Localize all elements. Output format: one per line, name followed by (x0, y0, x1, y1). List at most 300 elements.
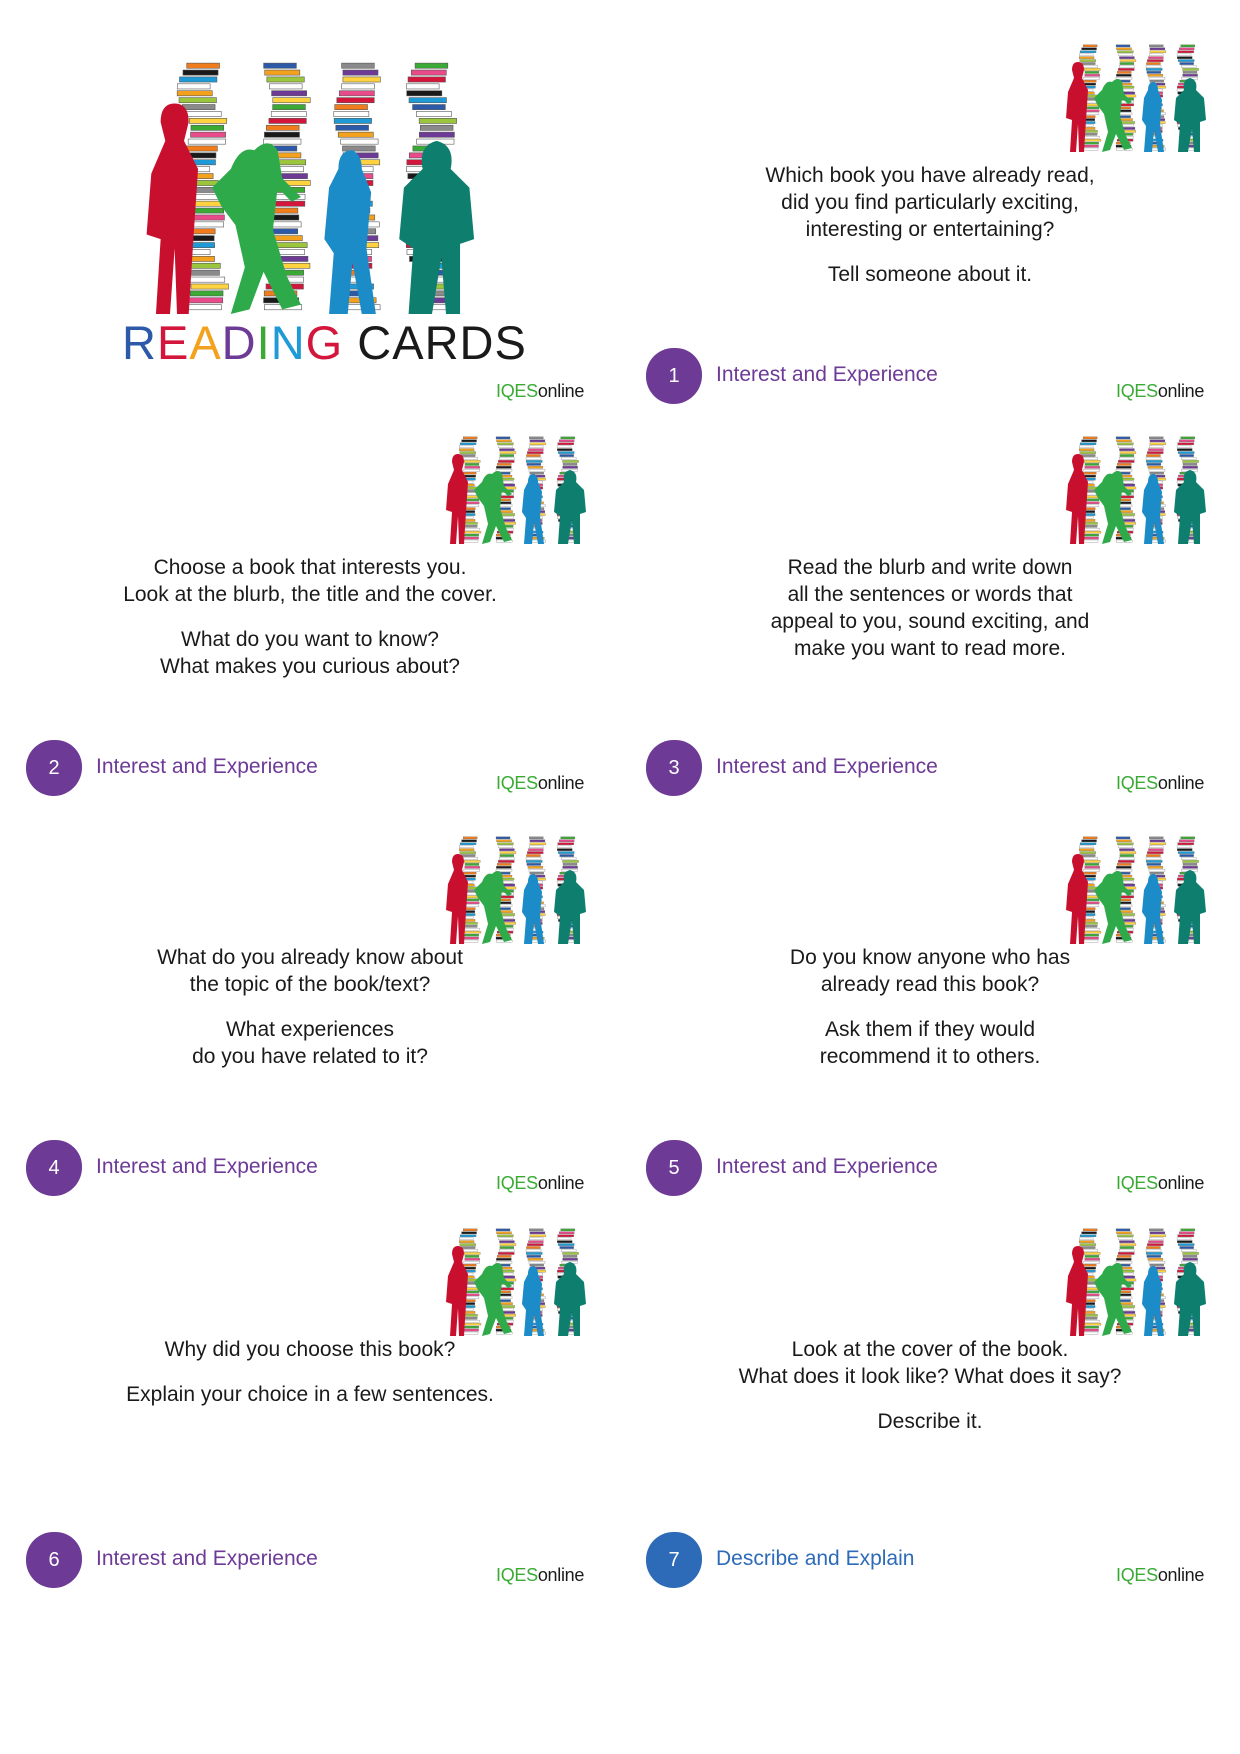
book-icon (1150, 443, 1166, 445)
card-question (60, 554, 560, 698)
book-icon (1116, 74, 1131, 76)
book-icon (1177, 846, 1191, 848)
card-category: Interest and Experience (716, 1155, 938, 1178)
book-icon (182, 105, 215, 110)
book-icon (1183, 860, 1199, 862)
book-icon (465, 931, 481, 933)
book-icon (1146, 68, 1162, 70)
book-icon (1079, 849, 1094, 851)
book-icon (1150, 840, 1165, 842)
book-icon (1116, 869, 1132, 871)
book-icon (1178, 852, 1194, 854)
book-icon (530, 1232, 545, 1234)
question-line: Look at the cover of the book. (791, 1338, 1069, 1361)
book-icon (463, 525, 477, 527)
book-icon (1177, 57, 1192, 59)
book-icon (1083, 65, 1098, 67)
cover-title-letter: A (392, 316, 425, 369)
book-icon (530, 440, 545, 442)
book-icon (1084, 1252, 1100, 1254)
book-icon (1148, 849, 1163, 851)
book-icon (558, 1235, 574, 1237)
book-icon (189, 118, 226, 123)
book-icon (411, 70, 446, 75)
book-icon (177, 91, 212, 96)
card-number-badge: 1 (646, 348, 702, 404)
book-icon (1084, 860, 1100, 862)
book-icon (1181, 457, 1196, 459)
book-icon (1083, 837, 1097, 839)
book-icon (1080, 852, 1096, 854)
book-icon (1116, 840, 1131, 842)
book-icon (1149, 1229, 1163, 1231)
book-icon (1118, 460, 1134, 462)
book-icon (1183, 1258, 1198, 1260)
book-icon (529, 1261, 545, 1263)
book-icon (460, 1244, 476, 1246)
book-icon (463, 925, 477, 927)
book-icon (273, 105, 306, 110)
book-icon (463, 437, 477, 439)
question-line: do you have related to it? (192, 1045, 428, 1068)
book-icon (1116, 866, 1131, 868)
reading-card (0, 792, 620, 1230)
book-icon (1085, 866, 1100, 868)
book-icon (497, 863, 511, 865)
book-icon (1081, 454, 1095, 456)
book-icon (558, 443, 574, 445)
book-icon (183, 70, 218, 75)
book-icon (500, 454, 514, 456)
book-icon (1119, 449, 1134, 451)
question-line: Explain your choice in a few sentences. (126, 1383, 494, 1406)
book-icon (464, 928, 479, 930)
book-icon (273, 98, 310, 103)
book-icon (1117, 1235, 1133, 1237)
book-icon (337, 98, 374, 103)
book-icon (1146, 460, 1162, 462)
book-icon (1083, 45, 1097, 47)
brand-iqes: IQES (1116, 381, 1158, 401)
book-icon (1080, 60, 1096, 62)
book-icon (1083, 133, 1097, 135)
book-icon (1149, 77, 1165, 79)
book-icon (1079, 1238, 1093, 1240)
question-line: the topic of the book/text? (189, 973, 431, 996)
book-icon (406, 84, 439, 89)
reading-card (620, 0, 1240, 438)
book-icon (497, 463, 511, 465)
book-icon (1148, 466, 1163, 468)
card-category: Describe and Explain (716, 1547, 915, 1570)
book-icon (191, 125, 224, 130)
book-icon (465, 866, 480, 868)
reading-figures-illustration (440, 1224, 590, 1336)
cover-title-letter: E (156, 316, 190, 369)
brand-iqes: IQES (496, 381, 538, 401)
book-icon (1117, 463, 1131, 465)
brand-iqes: IQES (496, 1565, 538, 1585)
book-icon (563, 860, 579, 862)
book-icon (1181, 857, 1196, 859)
book-icon (1179, 840, 1194, 842)
question-line: Tell someone about it. (827, 263, 1033, 286)
book-icon (496, 440, 511, 442)
book-icon (559, 1232, 574, 1234)
book-icon (563, 1252, 579, 1254)
cover-title-letter: C (357, 316, 393, 369)
book-icon (1178, 60, 1194, 62)
question-paragraph (60, 1016, 560, 1070)
book-icon (1085, 899, 1099, 901)
book-icon (526, 454, 540, 456)
book-icon (496, 437, 510, 439)
book-icon (1177, 1238, 1191, 1240)
book-icon (269, 84, 302, 89)
book-icon (527, 863, 541, 865)
book-icon (499, 449, 514, 451)
book-icon (496, 469, 512, 471)
cover-card (0, 0, 620, 438)
book-icon (336, 125, 369, 130)
book-icon (499, 1249, 514, 1251)
book-icon (528, 849, 543, 851)
book-icon (179, 98, 216, 103)
question-line: What makes you curious about? (160, 655, 460, 678)
book-icon (1116, 437, 1130, 439)
book-icon (530, 1235, 546, 1237)
book-icon (1177, 54, 1191, 56)
book-icon (464, 1329, 479, 1331)
book-icon (1083, 1229, 1097, 1231)
book-icon (1116, 48, 1131, 50)
book-icon (1082, 472, 1096, 474)
question-line: What experiences (225, 1018, 395, 1041)
book-icon (526, 854, 540, 856)
book-icon (1079, 54, 1093, 56)
book-icon (1179, 48, 1194, 50)
book-icon (563, 463, 577, 465)
book-icon (1183, 71, 1197, 73)
book-icon (464, 937, 479, 939)
book-icon (528, 466, 543, 468)
book-icon (1146, 854, 1160, 856)
book-icon (1149, 837, 1163, 839)
brand-logo (496, 1565, 584, 1586)
card-number-badge: 2 (26, 740, 82, 796)
book-icon (463, 1229, 477, 1231)
book-icon (526, 457, 541, 459)
book-icon (561, 857, 576, 859)
book-icon (1147, 1255, 1161, 1257)
book-icon (459, 849, 474, 851)
book-icon (1150, 1235, 1166, 1237)
book-icon (191, 208, 224, 213)
book-icon (1178, 452, 1194, 454)
card-category: Interest and Experience (96, 1155, 318, 1178)
book-icon (1146, 857, 1161, 859)
book-icon (1084, 68, 1100, 70)
book-icon (497, 1235, 513, 1237)
brand-iqes: IQES (496, 773, 538, 793)
book-icon (498, 446, 512, 448)
question-line: Look at the blurb, the title and the cover. (123, 583, 497, 606)
book-icon (459, 1241, 474, 1243)
cover-title-letter: G (305, 316, 344, 369)
book-icon (1082, 148, 1098, 150)
book-icon (1148, 1241, 1163, 1243)
cover-title-letter: S (494, 316, 527, 369)
book-icon (563, 1255, 577, 1257)
book-icon (1150, 1232, 1165, 1234)
book-icon (561, 837, 575, 839)
book-icon (464, 1252, 480, 1254)
book-icon (561, 1249, 576, 1251)
book-icon (1085, 934, 1099, 936)
book-icon (1180, 1246, 1194, 1248)
book-icon (496, 1258, 511, 1260)
book-icon (1085, 534, 1099, 536)
reading-figures-illustration (1060, 432, 1210, 544)
question-line: What do you want to know? (181, 628, 439, 651)
book-icon (462, 540, 478, 542)
book-icon (1116, 1258, 1131, 1260)
book-icon (1084, 1320, 1099, 1322)
book-icon (462, 840, 477, 842)
book-icon (1183, 460, 1199, 462)
book-icon (1084, 136, 1099, 138)
book-icon (1146, 1252, 1162, 1254)
brand-online: online (1157, 773, 1205, 793)
book-icon (1117, 863, 1131, 865)
book-icon (1118, 68, 1134, 70)
book-icon (1083, 1249, 1098, 1251)
book-icon (1084, 469, 1100, 471)
brand-iqes: IQES (1116, 1173, 1158, 1193)
book-icon (1150, 1264, 1164, 1266)
book-icon (499, 1241, 514, 1243)
book-icon (1150, 843, 1166, 845)
book-icon (498, 1238, 512, 1240)
book-icon (528, 866, 543, 868)
brand-online: online (537, 1565, 585, 1585)
book-icon (1084, 928, 1099, 930)
reading-figures-illustration (440, 432, 590, 544)
book-icon (342, 146, 375, 151)
book-icon (463, 1317, 477, 1319)
book-icon (1116, 466, 1131, 468)
book-icon (1085, 463, 1099, 465)
cover-title-letter: R (122, 316, 157, 369)
book-icon (561, 437, 575, 439)
book-icon (1146, 65, 1161, 67)
book-icon (342, 63, 375, 68)
book-icon (1116, 77, 1132, 79)
book-icon (341, 139, 378, 144)
book-icon (1183, 463, 1197, 465)
book-icon (1116, 45, 1130, 47)
book-icon (563, 863, 577, 865)
book-icon (1080, 51, 1096, 53)
book-icon (1120, 452, 1136, 454)
question-paragraph (680, 1408, 1180, 1435)
book-icon (1118, 860, 1134, 862)
book-icon (1181, 837, 1195, 839)
book-icon (529, 437, 543, 439)
card-question (60, 1336, 560, 1426)
book-icon (1178, 1235, 1194, 1237)
book-icon (1085, 931, 1101, 933)
question-paragraph (680, 944, 1180, 998)
brand-logo (1116, 1565, 1204, 1586)
brand-iqes: IQES (1116, 1565, 1158, 1585)
book-icon (190, 291, 223, 296)
book-icon (463, 857, 478, 859)
question-line: What does it look like? What does it say? (738, 1365, 1122, 1388)
book-icon (1079, 446, 1093, 448)
brand-iqes: IQES (1116, 773, 1158, 793)
book-icon (1079, 1241, 1094, 1243)
book-icon (1080, 843, 1096, 845)
book-icon (1120, 454, 1134, 456)
book-icon (1080, 443, 1096, 445)
card-number-badge: 6 (26, 1532, 82, 1588)
book-icon (1116, 469, 1132, 471)
brand-online: online (537, 773, 585, 793)
book-icon (1082, 1264, 1096, 1266)
book-icon (1084, 145, 1099, 147)
book-icon (463, 837, 477, 839)
book-icon (496, 837, 510, 839)
book-icon (496, 1229, 510, 1231)
book-icon (1181, 437, 1195, 439)
book-icon (1084, 77, 1100, 79)
book-icon (1117, 71, 1131, 73)
book-icon (499, 857, 514, 859)
book-icon (528, 1258, 543, 1260)
book-icon (1180, 454, 1194, 456)
book-icon (188, 139, 225, 144)
book-icon (1178, 51, 1194, 53)
book-icon (419, 132, 454, 137)
book-icon (1177, 446, 1191, 448)
book-icon (462, 1264, 476, 1266)
book-icon (269, 118, 306, 123)
book-icon (1183, 68, 1199, 70)
book-icon (464, 469, 480, 471)
book-icon (460, 843, 476, 845)
question-line: appeal to you, sound exciting, and (770, 610, 1090, 633)
book-icon (557, 449, 572, 451)
book-icon (1183, 74, 1198, 76)
book-icon (1146, 1249, 1161, 1251)
book-icon (557, 446, 571, 448)
book-icon (1085, 466, 1100, 468)
book-icon (529, 469, 545, 471)
book-icon (187, 270, 220, 275)
book-icon (1085, 1326, 1099, 1328)
book-icon (1150, 51, 1166, 53)
book-icon (1148, 449, 1163, 451)
question-line: Ask them if they would (824, 1018, 1036, 1041)
question-paragraph (680, 554, 1180, 662)
book-icon (462, 1232, 477, 1234)
book-icon (188, 298, 223, 303)
question-line: Read the blurb and write down (787, 556, 1073, 579)
book-icon (1181, 1249, 1196, 1251)
book-icon (1146, 457, 1161, 459)
book-icon (459, 846, 473, 848)
cover-title-letter: D (221, 316, 257, 369)
book-icon (177, 84, 210, 89)
book-icon (557, 846, 571, 848)
book-icon (558, 852, 574, 854)
book-icon (1148, 57, 1163, 59)
book-icon (1084, 528, 1099, 530)
book-icon (1119, 457, 1134, 459)
book-icon (1085, 863, 1099, 865)
book-icon (1080, 452, 1096, 454)
book-icon (1085, 107, 1099, 109)
book-icon (1118, 446, 1132, 448)
book-icon (462, 472, 476, 474)
book-icon (1118, 54, 1132, 56)
reading-card (620, 1184, 1240, 1622)
book-icon (1085, 139, 1101, 141)
book-icon (558, 843, 574, 845)
book-icon (496, 466, 511, 468)
book-icon (530, 443, 546, 445)
cover-title (122, 315, 527, 370)
book-icon (497, 443, 513, 445)
book-icon (343, 70, 378, 75)
question-line: Why did you choose this book? (164, 1338, 456, 1361)
book-icon (530, 840, 545, 842)
book-icon (459, 449, 474, 451)
book-icon (1079, 57, 1094, 59)
book-icon (1084, 1329, 1099, 1331)
book-icon (334, 111, 369, 116)
reading-figures-illustration (1060, 832, 1210, 944)
book-icon (526, 857, 541, 859)
card-number-badge: 7 (646, 1532, 702, 1588)
reading-card (0, 392, 620, 830)
book-icon (465, 1291, 479, 1293)
book-icon (1081, 62, 1095, 64)
book-icon (407, 91, 442, 96)
book-icon (500, 1246, 514, 1248)
book-icon (1085, 74, 1100, 76)
book-icon (1118, 1252, 1134, 1254)
book-icon (1181, 45, 1195, 47)
brand-online: online (537, 381, 585, 401)
book-icon (1119, 1241, 1134, 1243)
book-icon (530, 472, 544, 474)
book-icon (1180, 62, 1194, 64)
book-icon (1082, 1332, 1098, 1334)
book-icon (416, 111, 451, 116)
book-icon (1183, 1252, 1199, 1254)
book-icon (420, 125, 453, 130)
book-icon (530, 872, 544, 874)
book-icon (1147, 452, 1163, 454)
book-icon (1179, 440, 1194, 442)
book-icon (1084, 460, 1100, 462)
book-icon (1178, 1244, 1194, 1246)
book-icon (1147, 852, 1163, 854)
book-icon (1149, 1261, 1165, 1263)
question-line: recommend it to others. (819, 1045, 1041, 1068)
